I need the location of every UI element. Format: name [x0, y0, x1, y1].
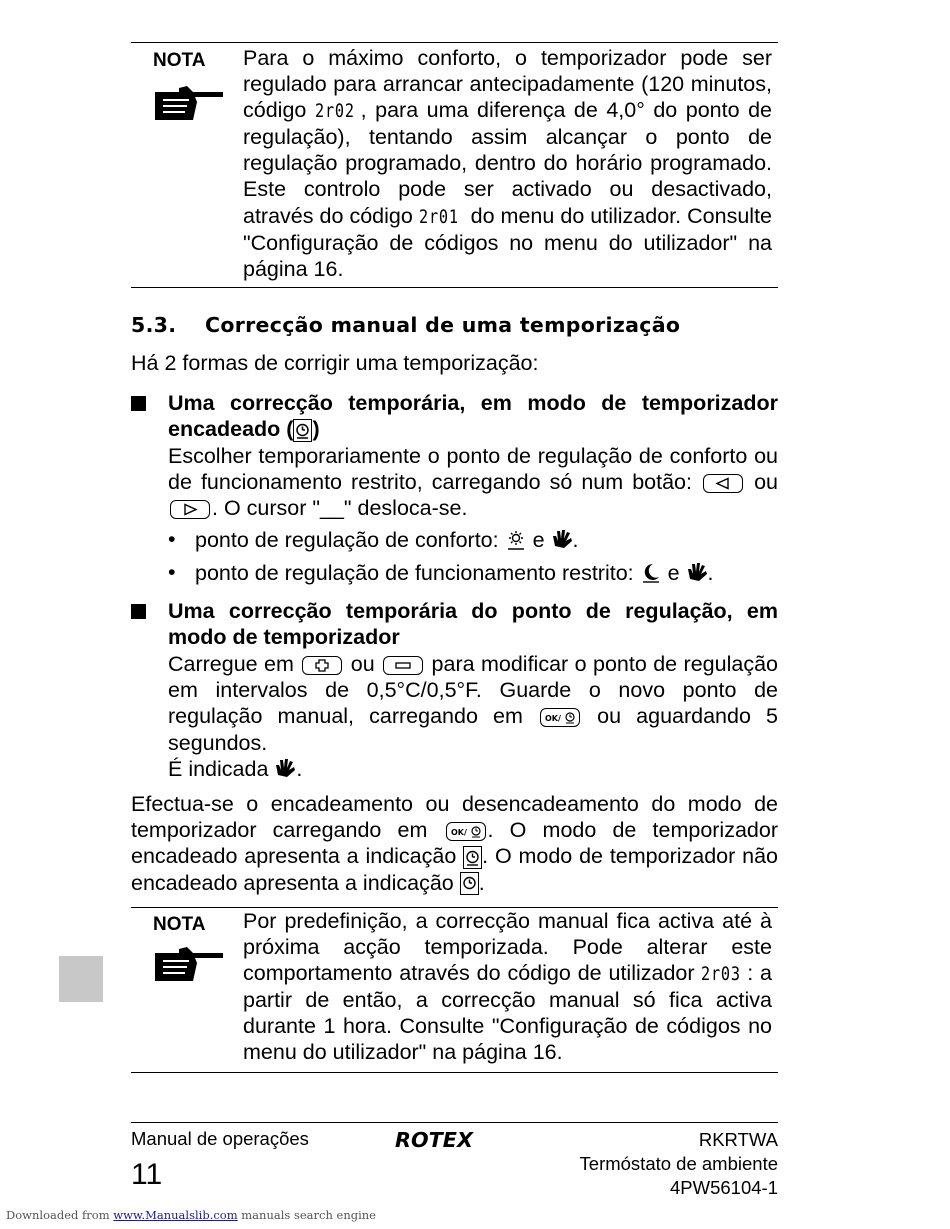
- note-rule: [131, 1072, 778, 1073]
- section-intro: Há 2 formas de corrigir uma temporização:: [131, 351, 539, 375]
- hand-icon: [274, 757, 296, 779]
- svg-text:OK/: OK/: [450, 828, 467, 838]
- pointing-hand-icon: [153, 82, 225, 126]
- square-bullet: [131, 604, 146, 619]
- page-number: 11: [131, 1158, 163, 1191]
- footer-product-info: [580, 1128, 778, 1200]
- chaining-paragraph: Efectua-se o encadeamento ou desencadeamento do modo de temporizador carregando em OK/ . O modo de temporizador encadeado apresenta a indicação . O modo de temporizador não encadeado apresenta a indicação .: [131, 792, 778, 895]
- note-label: NOTA: [153, 50, 206, 71]
- section-heading: 5.3. Correcção manual de uma temporização: [131, 313, 681, 337]
- download-notice: Downloaded from www.Manualslib.com manuals search engine: [6, 1208, 376, 1222]
- item2-indicated: É indicada .: [168, 757, 303, 781]
- moon-icon: [640, 562, 662, 584]
- ok-clock-key-icon: [540, 708, 580, 727]
- note-label: NOTA: [153, 914, 206, 935]
- note-text: Por predefinição, a correcção manual fica activa até à próxima acção temporizada. Pode alterar este comportamento através do código de utilizador 2r03 : a partir de então, a correcção manual só fica activa durante 1 hora. Consulte "Configuração de códigos no menu do utilizador" na página 16.: [243, 909, 773, 1065]
- rotex-logo: [395, 1128, 475, 1150]
- plus-key-icon: [302, 656, 342, 675]
- item2-heading: Uma correcção temporária do ponto de regulação, em modo de temporizador: [168, 599, 778, 649]
- pointing-hand-icon: [153, 943, 225, 987]
- right-arrow-key-icon: [170, 500, 210, 519]
- note-text: Para o máximo conforto, o temporizador pode ser regulado para arrancar antecipadamente (120 minutos, código 2r02 , para uma diferença de 4,0° do ponto de regulação), tentando assim alcançar o ponto de regulação programado, dentro do horário programado. Este controlo pode ser activado ou desactivado, através do código 2r01 do menu do utilizador. Consulte "Configuração de códigos no menu do utilizador" na página 16.: [243, 46, 772, 281]
- bullet-dot: •: [168, 560, 176, 584]
- clock-icon: [293, 419, 312, 442]
- ok-clock-key-icon: [446, 822, 486, 841]
- footer-rule: [131, 1122, 778, 1123]
- bullet-restricted: ponto de regulação de funcionamento restrito: e .: [195, 561, 714, 585]
- footer-manual-title: Manual de operações: [131, 1128, 309, 1149]
- clock-icon: [463, 846, 482, 869]
- item1-body: Escolher temporariamente o ponto de regulação de conforto ou de funcionamento restrito, carregando só num botão: ou . O cursor "__" desloca-se.: [168, 444, 778, 521]
- clock-icon: [460, 872, 479, 895]
- hand-icon: [551, 528, 573, 550]
- product-name: Termóstato de ambiente: [579, 1153, 778, 1174]
- bullet-dot: •: [168, 527, 176, 551]
- svg-text:OK/: OK/: [545, 714, 561, 724]
- svg-text:ROTEX: ROTEX: [395, 1128, 475, 1150]
- left-arrow-key-icon: [703, 474, 743, 493]
- note-rule: [131, 287, 778, 288]
- item1-heading: Uma correcção temporária, em modo de temporizador encadeado ( ): [168, 391, 778, 441]
- document-number: 4PW56104-1: [670, 1177, 778, 1198]
- minus-key-icon: [383, 656, 423, 675]
- model-code: RKRTWA: [698, 1129, 778, 1150]
- hand-icon: [686, 561, 708, 583]
- item2-body: Carregue em ou para modificar o ponto de regulação em intervalos de 0,5°C/0,5°F. Guarde o novo ponto de regulação manual, carregando em OK/ ou aguardando 5 segundos.: [168, 652, 778, 755]
- manualslib-link[interactable]: www.Manualslib.com: [113, 1208, 238, 1222]
- section-tab-marker: [59, 956, 103, 1002]
- square-bullet: [131, 396, 146, 411]
- sun-icon: [505, 529, 527, 551]
- bullet-comfort: ponto de regulação de conforto: e .: [195, 528, 579, 552]
- top-rule: [131, 42, 778, 43]
